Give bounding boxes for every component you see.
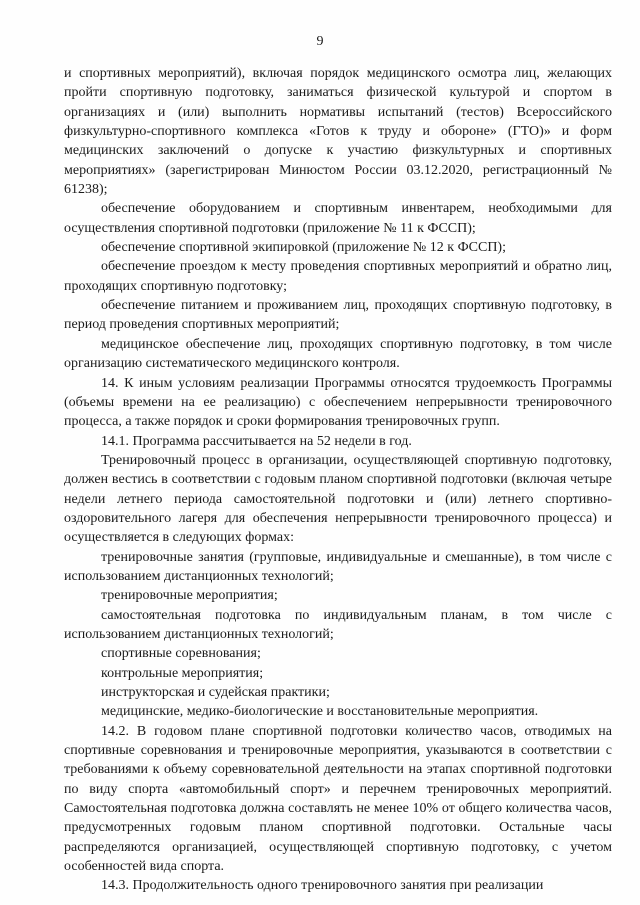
list-item-medical-events: медицинские, медико-биологические и восстановительные мероприятия. [101,704,539,720]
list-item-control-events: контрольные мероприятия; [101,665,264,681]
paragraph-regulation-reference: и спортивных мероприятий), включая порядок медицинского осмотра лиц, желающих пройти спортивную подготовку, заниматься физической культурой и спортом в организациях и (или) выполнить нормативы испытаний (тестов) Всероссийского физкультурно-спортивного комплекса «Готов к труду и обороне» (ГТО)» и форм медицинских заключений о допуске к участию физкультурных и спортивных мероприятиях» (зарегистрирован Минюстом России 03.12.2020, регистрационный № 61238); [64,66,612,198]
paragraph-section-14: 14. К иным условиям реализации Программы относятся трудоемкость Программы (объемы времени на ее реализацию) с обеспечением непрерывности тренировочного процесса, а также порядок и сроки формирования тренировочных групп. [64,375,612,430]
list-item-competitions: спортивные соревнования; [101,646,261,662]
list-item-self-training: самостоятельная подготовка по индивидуальным планам, в том числе с использованием дистанционных технологий; [64,607,612,642]
paragraph-section-14-2: 14.2. В годовом плане спортивной подготовки количество часов, отводимых на спортивные соревнования и тренировочные мероприятия, указываются в соответствии с требованиями к объему соревновательной деятельности на этапах спортивной подготовки по виду спорта «автомобильный спорт» и перечнем тренировочных мероприятий. Самостоятельная подготовка должна составлять не менее 10% от общего количества часов, предусмотренных годовым планом спортивной подготовки. Остальные часы распределяются организацией, осуществляющей спортивную подготовку, с учетом особенностей вида спорта. [64,723,612,875]
document-body [64,64,612,896]
paragraph-section-14-1: 14.1. Программа рассчитывается на 52 недели в год. [101,433,412,449]
paragraph-medical-provision: медицинское обеспечение лиц, проходящих спортивную подготовку, в том числе организацию систематического медицинского контроля. [64,336,612,372]
list-item-training-sessions: тренировочные занятия (групповые, индивидуальные и смешанные), в том числе с использованием дистанционных технологий; [64,549,612,584]
paragraph-travel-provision: обеспечение проездом к месту проведения спортивных мероприятий и обратно лиц, проходящих спортивную подготовку; [64,259,612,294]
page-number: 9 [316,34,324,49]
list-item-training-events: тренировочные мероприятия; [101,588,278,604]
paragraph-food-lodging-provision: обеспечение питанием и проживанием лиц, проходящих спортивную подготовку, в период проведения спортивных мероприятий; [64,298,612,333]
paragraph-training-process: Тренировочный процесс в организации, осуществляющей спортивную подготовку, должен вестись в соответствии с годовым планом спортивной подготовки (включая четыре недели летнего периода самостоятельной подготовки и (или) летнего спортивно-оздоровительного лагеря для обеспечения непрерывности тренировочного процесса) и осуществляется в следующих формах: [64,452,612,546]
paragraph-section-14-3: 14.3. Продолжительность одного тренировочного занятия при реализации [101,878,544,894]
paragraph-equipment-provision: обеспечение оборудованием и спортивным инвентарем, необходимыми для осуществления спортивной подготовки (приложение № 11 к ФССП); [64,201,612,236]
list-item-instructor-practice: инструкторская и судейская практики; [101,685,330,700]
paragraph-outfit-provision: обеспечение спортивной экипировкой (приложение № 12 к ФССП); [101,240,506,256]
